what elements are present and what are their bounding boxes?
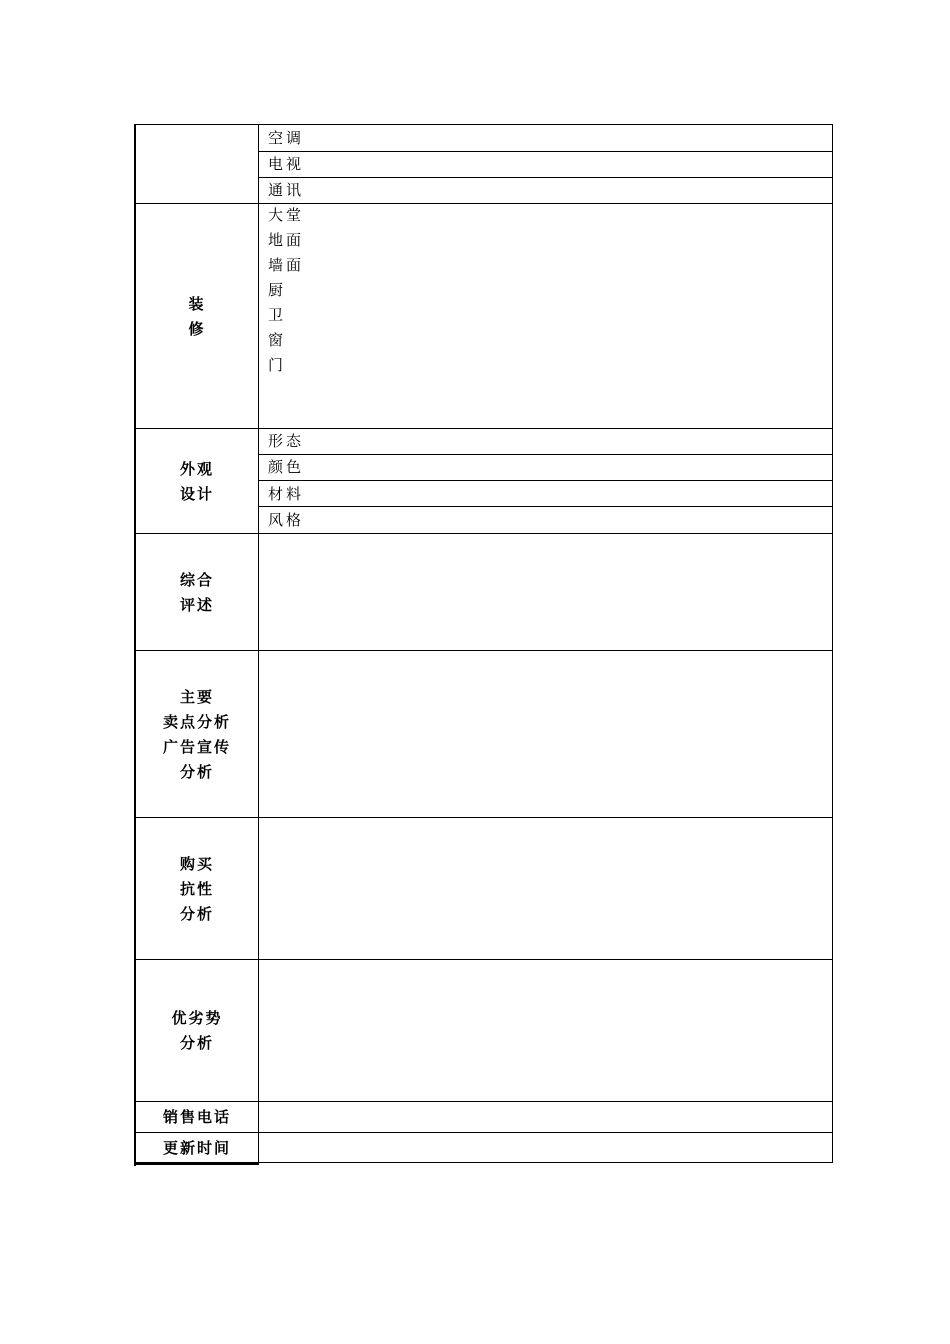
equipment-label-cell [136,125,259,203]
decoration-item-wall: 墙面 [268,256,305,274]
decoration-label-cell [136,204,259,429]
row-divider [259,480,832,481]
sales-phone-label-cell [136,1102,259,1133]
row-divider [259,151,832,152]
decoration-item-floor: 地面 [268,231,305,249]
bottom-border-bar [134,1163,259,1165]
decoration-item-window: 窗 [268,331,287,349]
selling-points-label-line2: 卖点分析 [162,712,231,731]
decoration-label-line2: 修 [188,319,206,338]
row-divider [259,177,832,178]
exterior-item-form: 形态 [268,432,305,450]
selling-points-label-line1: 主要 [179,687,214,706]
equipment-item-aircon: 空调 [268,129,305,147]
row-divider [259,506,832,507]
update-time-label: 更新时间 [162,1138,231,1157]
equipment-item-telecom: 通讯 [268,181,305,199]
decoration-label-line1: 装 [188,294,206,313]
selling-points-label-line4: 分析 [179,762,214,781]
resistance-label-line3: 分析 [179,904,214,923]
summary-label-line1: 综合 [179,570,214,589]
decoration-item-door: 门 [268,356,287,374]
selling-points-label-cell [136,651,259,818]
resistance-label-line1: 购买 [179,854,214,873]
property-survey-form [135,124,833,1163]
exterior-item-style: 风格 [268,511,305,529]
exterior-label-cell [136,429,259,534]
exterior-label-line2: 设计 [179,484,214,503]
decoration-item-kitchen: 厨 [268,281,287,299]
swot-label-line2: 分析 [179,1034,214,1052]
exterior-label-line1: 外观 [179,459,214,478]
swot-label-line1: 优劣势 [171,1009,223,1027]
equipment-item-tv: 电视 [268,155,305,173]
selling-points-label-line3: 广告宣传 [162,737,231,756]
resistance-label-cell [136,818,259,960]
summary-label-cell [136,534,259,651]
row-divider [259,454,832,455]
decoration-item-bathroom: 卫 [268,306,287,324]
exterior-item-material: 材料 [268,485,305,503]
sales-phone-label: 销售电话 [162,1108,231,1126]
resistance-label-line2: 抗性 [179,879,214,898]
update-time-label-cell [136,1133,259,1163]
exterior-item-color: 颜色 [268,458,305,476]
summary-label-line2: 评述 [179,595,214,614]
decoration-item-lobby: 大堂 [268,206,305,224]
swot-label-cell [136,960,259,1102]
